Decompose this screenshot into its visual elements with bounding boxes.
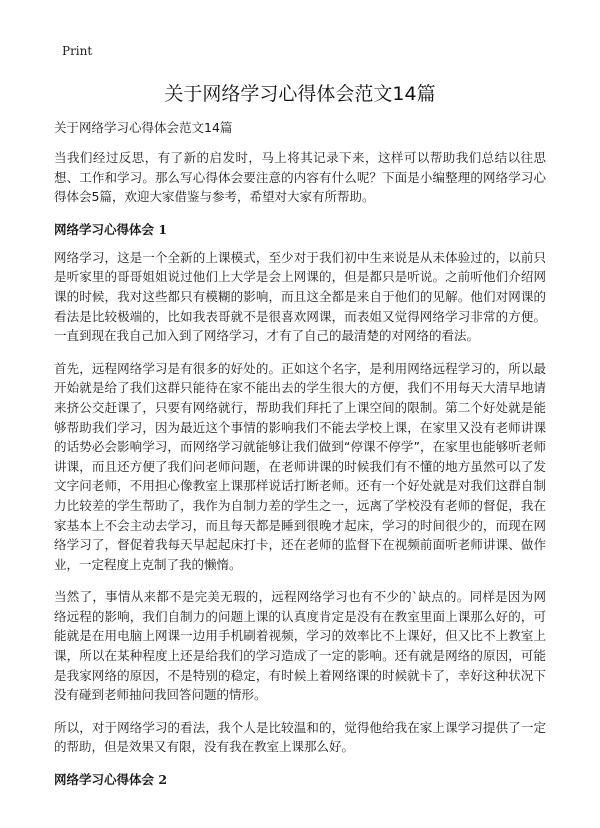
document-body: [54, 118, 546, 798]
section1-paragraph-2: 首先，远程网络学习是有很多的好处的。正如这个名字，是利用网络远程学习的，所以最开始就是给了我们这群只能待在家不能出去的学生很大的方便，我们不用每天大清早地请来挤公交赶课了，只要有网络就行，帮助我们拜托了上课空间的限制。第二个好处就是能够帮助我们学习，因为最近这个事情的影响我们不能去学校上课，在家里又没有老师讲课的话势必会影响学习，而网络学习就能够让我们做到“停课不停学”，在家里也能够听老师讲课，而且还方便了我们问老师问题，在老师讲课的时候我们有不懂的地方虽然可以了发文字问老师，不用担心像教室上课那样说话打断老师。还有一个好处就是对我们这群自制力比较差的学生帮助了，我作为自制力差的学生之一，远离了学校没有老师的督促，我在家基本上不会主动去学习，而且每天都是睡到很晚才起床，学习的时间很少的，而现在网络学习了，督促着我每天早起起床打卡，还在老师的监督下在视频前面听老师讲课、做作业，一定程度上克制了我的懒惰。: [54, 360, 546, 572]
print-link[interactable]: Print: [62, 44, 93, 58]
document-title: 关于网络学习心得体会范文14篇: [164, 83, 436, 105]
section1-paragraph-4: 所以，对于网络学习的看法，我个人是比较温和的，觉得他给我在家上课学习提供了一定的帮助，但是效果又有限，没有我在教室上课那么好。: [54, 719, 546, 755]
intro-paragraph: 当我们经过反思，有了新的启发时，马上将其记录下来，这样可以帮助我们总结以往思想、工作和学习。那么写心得体会要注意的内容有什么呢？下面是小编整理的网络学习心得体会5篇，欢迎大家借鉴与参考，希望对大家有所帮助。: [54, 150, 546, 205]
section1-paragraph-1: 网络学习，这是一个全新的上课模式，至少对于我们初中生来说是从未体验过的，以前只是听家里的哥哥姐姐说过他们上大学是会上网课的，但是都只是听说。之前听他们介绍网课的时候，我对这些都只有模糊的影响，而且这全都是来自于他们的见解。他们对网课的看法是比较极端的，比如我表哥就不是很喜欢网课，而表姐又觉得网络学习非常的方便。一直到现在我自己加入到了网络学习，才有了自己的最清楚的对网络的看法。: [54, 249, 546, 344]
section1-paragraph-3: 当然了，事情从来都不是完美无瑕的，远程网络学习也有不少的`缺点的。同样是因为网络远程的影响，我们自制力的问题上课的认真度肯定是没有在教室里面上课那么好的，可能就是在用电脑上网课一边用手机刷着视频，学习的效率比不上课好，但又比不上教室上课，所以在某种程度上还是给我们的学习造成了一定的影响。还有就是网络的原因，可能是我家网络的原因，不是特别的稳定，有时候上着网络课的时候就卡了，幸好这种状况下没有碰到老师抽问我回答问题的情形。: [54, 589, 546, 703]
section-heading-2: 网络学习心得体会 2: [54, 772, 168, 788]
section-heading-1: 网络学习心得体会 1: [54, 221, 168, 237]
document-subtitle: 关于网络学习心得体会范文14篇: [54, 120, 233, 135]
